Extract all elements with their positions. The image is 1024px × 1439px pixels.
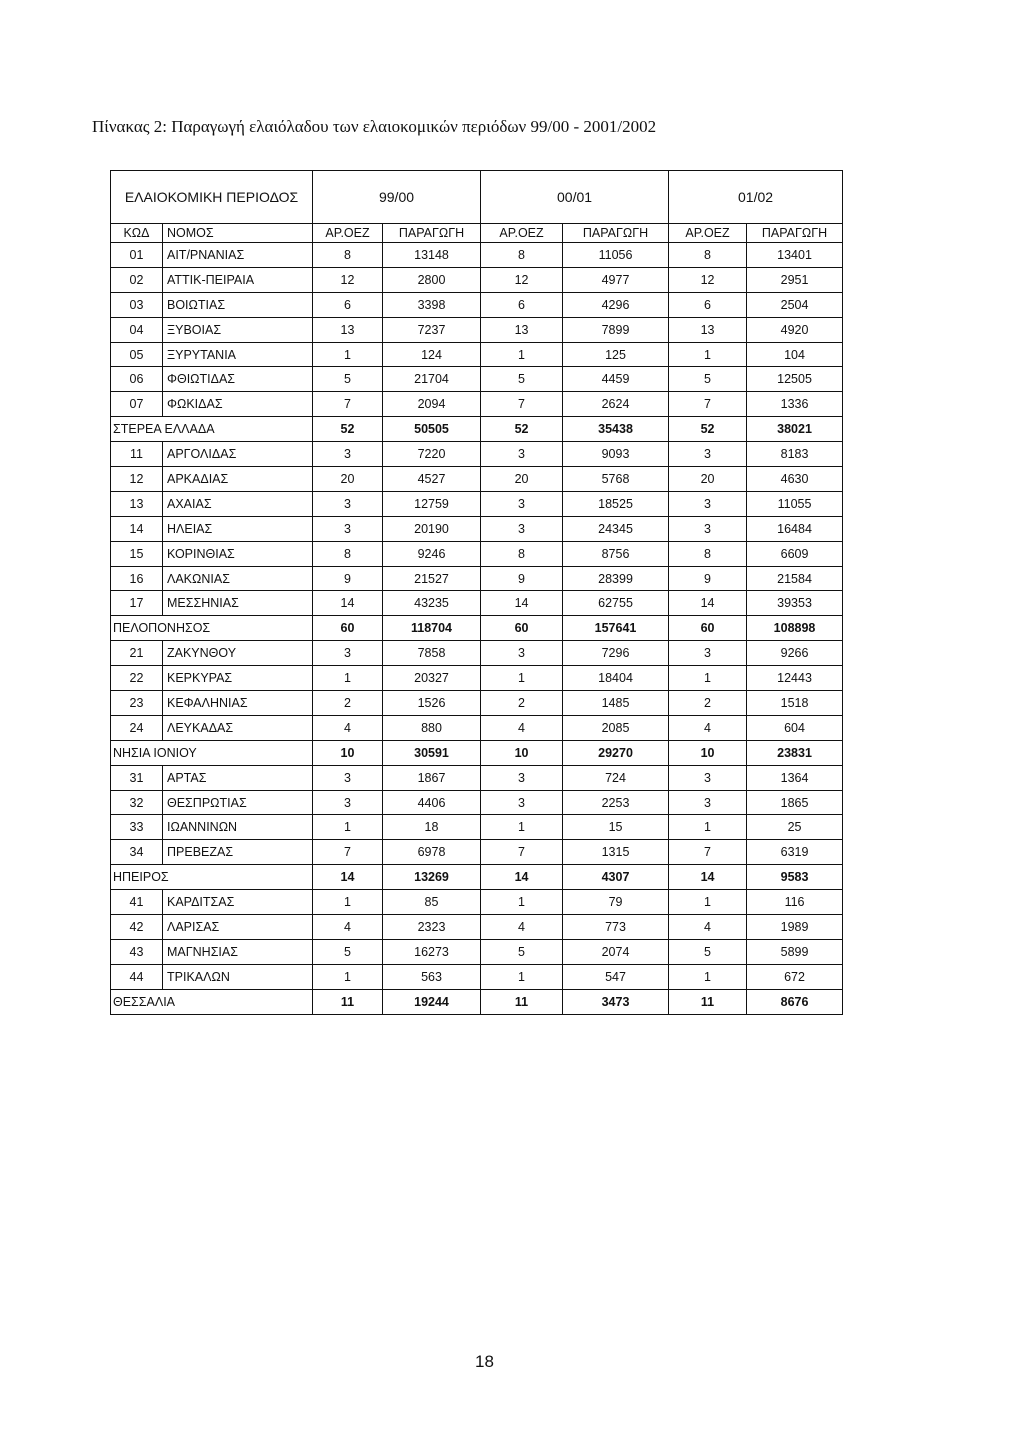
count-01-02: 5 xyxy=(669,367,747,392)
period-99-00: 99/00 xyxy=(313,171,481,224)
count-00-01: 13 xyxy=(481,317,563,342)
count-01-02: 3 xyxy=(669,790,747,815)
count-00-01: 1 xyxy=(481,666,563,691)
count-99-00: 10 xyxy=(313,740,383,765)
table-row xyxy=(111,392,843,417)
production-00-01: 18525 xyxy=(563,491,669,516)
production-00-01: 9093 xyxy=(563,442,669,467)
production-99-00: 3398 xyxy=(383,292,481,317)
production-99-00: 563 xyxy=(383,964,481,989)
region-name: ΝΗΣΙΑ ΙΟΝΙΟΥ xyxy=(111,740,313,765)
production-99-00: 85 xyxy=(383,890,481,915)
count-01-02: 7 xyxy=(669,392,747,417)
count-00-01: 5 xyxy=(481,939,563,964)
production-99-00: 43235 xyxy=(383,591,481,616)
production-01-02: 1989 xyxy=(747,915,843,940)
count-00-01: 14 xyxy=(481,591,563,616)
count-00-01: 1 xyxy=(481,964,563,989)
count-99-00: 3 xyxy=(313,491,383,516)
prefecture-name: ΛΑΡΙΣΑΣ xyxy=(163,915,313,940)
count-99-00: 20 xyxy=(313,467,383,492)
production-01-02: 5899 xyxy=(747,939,843,964)
prefecture-name: ΑΤΤΙΚ-ΠΕΙΡΑΙΑ xyxy=(163,267,313,292)
count-01-02: 1 xyxy=(669,342,747,367)
count-01-02: 14 xyxy=(669,865,747,890)
production-00-01: 4459 xyxy=(563,367,669,392)
count-01-02: 11 xyxy=(669,989,747,1014)
production-01-02: 39353 xyxy=(747,591,843,616)
count-01-02: 6 xyxy=(669,292,747,317)
table-row xyxy=(111,890,843,915)
count-99-00: 4 xyxy=(313,915,383,940)
production-99-00: 13148 xyxy=(383,243,481,268)
prefecture-code: 14 xyxy=(111,516,163,541)
count-99-00: 4 xyxy=(313,715,383,740)
production-00-01: 29270 xyxy=(563,740,669,765)
production-99-00: 4406 xyxy=(383,790,481,815)
count-99-00: 11 xyxy=(313,989,383,1014)
table-row xyxy=(111,566,843,591)
count-99-00: 52 xyxy=(313,417,383,442)
production-01-02: 2951 xyxy=(747,267,843,292)
production-01-02: 1364 xyxy=(747,765,843,790)
count-99-00: 2 xyxy=(313,691,383,716)
count-00-01: 12 xyxy=(481,267,563,292)
prefecture-code: 13 xyxy=(111,491,163,516)
production-99-00: 13269 xyxy=(383,865,481,890)
count-99-00: 12 xyxy=(313,267,383,292)
production-01-02: 104 xyxy=(747,342,843,367)
prefecture-code: 01 xyxy=(111,243,163,268)
prefecture-name: ΜΕΣΣΗΝΙΑΣ xyxy=(163,591,313,616)
production-00-01: 2253 xyxy=(563,790,669,815)
prefecture-code: 03 xyxy=(111,292,163,317)
count-00-01: 5 xyxy=(481,367,563,392)
period-label: ΕΛΑΙΟΚΟΜΙΚΗ ΠΕΡΙΟΔΟΣ xyxy=(111,171,313,224)
production-99-00: 118704 xyxy=(383,616,481,641)
production-01-02: 116 xyxy=(747,890,843,915)
region-total-row xyxy=(111,616,843,641)
production-99-00: 2094 xyxy=(383,392,481,417)
production-99-00: 21704 xyxy=(383,367,481,392)
col-header-production-3: ΠΑΡΑΓΩΓΗ xyxy=(747,224,843,243)
prefecture-code: 16 xyxy=(111,566,163,591)
table-row xyxy=(111,591,843,616)
region-name: ΘΕΣΣΑΛΙΑ xyxy=(111,989,313,1014)
count-00-01: 20 xyxy=(481,467,563,492)
prefecture-code: 31 xyxy=(111,765,163,790)
table-header-columns xyxy=(111,224,843,243)
prefecture-code: 24 xyxy=(111,715,163,740)
production-00-01: 35438 xyxy=(563,417,669,442)
prefecture-name: ΜΑΓΝΗΣΙΑΣ xyxy=(163,939,313,964)
count-00-01: 3 xyxy=(481,641,563,666)
count-00-01: 8 xyxy=(481,243,563,268)
col-header-count-1: ΑΡ.ΟΕΖ xyxy=(313,224,383,243)
count-99-00: 7 xyxy=(313,840,383,865)
table-row xyxy=(111,467,843,492)
count-00-01: 1 xyxy=(481,815,563,840)
production-99-00: 7858 xyxy=(383,641,481,666)
count-00-01: 9 xyxy=(481,566,563,591)
count-01-02: 4 xyxy=(669,715,747,740)
prefecture-name: ΛΕΥΚΑΔΑΣ xyxy=(163,715,313,740)
production-00-01: 157641 xyxy=(563,616,669,641)
prefecture-code: 07 xyxy=(111,392,163,417)
production-00-01: 4296 xyxy=(563,292,669,317)
prefecture-name: ΒΟΙΩΤΙΑΣ xyxy=(163,292,313,317)
prefecture-code: 12 xyxy=(111,467,163,492)
production-01-02: 9583 xyxy=(747,865,843,890)
prefecture-name: ΙΩΑΝΝΙΝΩΝ xyxy=(163,815,313,840)
count-99-00: 6 xyxy=(313,292,383,317)
table-row xyxy=(111,367,843,392)
count-00-01: 3 xyxy=(481,765,563,790)
production-99-00: 20327 xyxy=(383,666,481,691)
prefecture-code: 32 xyxy=(111,790,163,815)
olive-oil-production-table xyxy=(110,170,843,1015)
count-01-02: 14 xyxy=(669,591,747,616)
count-01-02: 1 xyxy=(669,890,747,915)
production-00-01: 2074 xyxy=(563,939,669,964)
production-00-01: 8756 xyxy=(563,541,669,566)
count-99-00: 3 xyxy=(313,516,383,541)
table-row xyxy=(111,317,843,342)
production-00-01: 773 xyxy=(563,915,669,940)
production-99-00: 7220 xyxy=(383,442,481,467)
count-01-02: 10 xyxy=(669,740,747,765)
production-99-00: 16273 xyxy=(383,939,481,964)
prefecture-code: 44 xyxy=(111,964,163,989)
production-99-00: 2800 xyxy=(383,267,481,292)
production-01-02: 11055 xyxy=(747,491,843,516)
production-01-02: 1518 xyxy=(747,691,843,716)
table-row xyxy=(111,765,843,790)
production-99-00: 1526 xyxy=(383,691,481,716)
prefecture-code: 21 xyxy=(111,641,163,666)
production-00-01: 3473 xyxy=(563,989,669,1014)
production-99-00: 880 xyxy=(383,715,481,740)
production-01-02: 13401 xyxy=(747,243,843,268)
table-row xyxy=(111,442,843,467)
production-01-02: 6319 xyxy=(747,840,843,865)
production-00-01: 4307 xyxy=(563,865,669,890)
count-99-00: 5 xyxy=(313,367,383,392)
count-99-00: 9 xyxy=(313,566,383,591)
count-01-02: 20 xyxy=(669,467,747,492)
region-total-row xyxy=(111,417,843,442)
production-00-01: 547 xyxy=(563,964,669,989)
production-01-02: 12443 xyxy=(747,666,843,691)
col-header-code: ΚΩΔ xyxy=(111,224,163,243)
col-header-production-2: ΠΑΡΑΓΩΓΗ xyxy=(563,224,669,243)
prefecture-name: ΑΧΑΙΑΣ xyxy=(163,491,313,516)
count-99-00: 1 xyxy=(313,815,383,840)
count-01-02: 1 xyxy=(669,666,747,691)
table-row xyxy=(111,939,843,964)
prefecture-name: ΦΘΙΩΤΙΔΑΣ xyxy=(163,367,313,392)
prefecture-name: ΛΑΚΩΝΙΑΣ xyxy=(163,566,313,591)
prefecture-name: ΘΕΣΠΡΩΤΙΑΣ xyxy=(163,790,313,815)
production-00-01: 2085 xyxy=(563,715,669,740)
count-00-01: 3 xyxy=(481,516,563,541)
count-01-02: 8 xyxy=(669,243,747,268)
region-name: ΗΠΕΙΡΟΣ xyxy=(111,865,313,890)
prefecture-code: 23 xyxy=(111,691,163,716)
count-99-00: 60 xyxy=(313,616,383,641)
table-row xyxy=(111,840,843,865)
count-00-01: 1 xyxy=(481,890,563,915)
count-00-01: 1 xyxy=(481,342,563,367)
table-row xyxy=(111,815,843,840)
table-row xyxy=(111,666,843,691)
production-01-02: 2504 xyxy=(747,292,843,317)
count-00-01: 7 xyxy=(481,392,563,417)
production-99-00: 124 xyxy=(383,342,481,367)
count-01-02: 5 xyxy=(669,939,747,964)
prefecture-code: 15 xyxy=(111,541,163,566)
count-01-02: 60 xyxy=(669,616,747,641)
table-row xyxy=(111,342,843,367)
count-00-01: 60 xyxy=(481,616,563,641)
count-01-02: 2 xyxy=(669,691,747,716)
production-99-00: 21527 xyxy=(383,566,481,591)
table-row xyxy=(111,243,843,268)
prefecture-name: ΖΑΚΥΝΘΟΥ xyxy=(163,641,313,666)
production-01-02: 25 xyxy=(747,815,843,840)
production-01-02: 6609 xyxy=(747,541,843,566)
region-name: ΣΤΕΡΕΑ ΕΛΛΑΔΑ xyxy=(111,417,313,442)
period-00-01: 00/01 xyxy=(481,171,669,224)
prefecture-name: ΠΡΕΒΕΖΑΣ xyxy=(163,840,313,865)
table-row xyxy=(111,691,843,716)
prefecture-code: 05 xyxy=(111,342,163,367)
col-header-count-2: ΑΡ.ΟΕΖ xyxy=(481,224,563,243)
production-00-01: 24345 xyxy=(563,516,669,541)
production-01-02: 4630 xyxy=(747,467,843,492)
prefecture-name: ΚΕΡΚΥΡΑΣ xyxy=(163,666,313,691)
count-99-00: 14 xyxy=(313,591,383,616)
production-01-02: 21584 xyxy=(747,566,843,591)
production-01-02: 672 xyxy=(747,964,843,989)
count-00-01: 2 xyxy=(481,691,563,716)
count-99-00: 1 xyxy=(313,964,383,989)
production-99-00: 19244 xyxy=(383,989,481,1014)
prefecture-name: ΗΛΕΙΑΣ xyxy=(163,516,313,541)
count-01-02: 7 xyxy=(669,840,747,865)
production-99-00: 7237 xyxy=(383,317,481,342)
count-01-02: 12 xyxy=(669,267,747,292)
count-01-02: 3 xyxy=(669,641,747,666)
production-99-00: 4527 xyxy=(383,467,481,492)
table-row xyxy=(111,491,843,516)
count-01-02: 3 xyxy=(669,491,747,516)
count-99-00: 8 xyxy=(313,243,383,268)
count-99-00: 3 xyxy=(313,765,383,790)
prefecture-name: ΑΡΚΑΔΙΑΣ xyxy=(163,467,313,492)
production-01-02: 108898 xyxy=(747,616,843,641)
prefecture-code: 06 xyxy=(111,367,163,392)
prefecture-code: 34 xyxy=(111,840,163,865)
prefecture-name: ΑΙΤ/ΡΝΑΝΙΑΣ xyxy=(163,243,313,268)
production-00-01: 5768 xyxy=(563,467,669,492)
count-99-00: 5 xyxy=(313,939,383,964)
prefecture-name: ΚΕΦΑΛΗΝΙΑΣ xyxy=(163,691,313,716)
prefecture-name: ΦΩΚΙΔΑΣ xyxy=(163,392,313,417)
production-00-01: 79 xyxy=(563,890,669,915)
count-01-02: 4 xyxy=(669,915,747,940)
count-99-00: 8 xyxy=(313,541,383,566)
production-99-00: 30591 xyxy=(383,740,481,765)
prefecture-code: 43 xyxy=(111,939,163,964)
count-99-00: 1 xyxy=(313,890,383,915)
production-00-01: 4977 xyxy=(563,267,669,292)
count-01-02: 3 xyxy=(669,765,747,790)
count-00-01: 6 xyxy=(481,292,563,317)
count-00-01: 52 xyxy=(481,417,563,442)
prefecture-code: 33 xyxy=(111,815,163,840)
production-00-01: 724 xyxy=(563,765,669,790)
table-header-periods xyxy=(111,171,843,224)
count-99-00: 1 xyxy=(313,666,383,691)
table-row xyxy=(111,292,843,317)
production-99-00: 18 xyxy=(383,815,481,840)
count-00-01: 3 xyxy=(481,442,563,467)
table-row xyxy=(111,516,843,541)
col-header-name: ΝΟΜΟΣ xyxy=(163,224,313,243)
col-header-count-3: ΑΡ.ΟΕΖ xyxy=(669,224,747,243)
production-99-00: 20190 xyxy=(383,516,481,541)
production-00-01: 1485 xyxy=(563,691,669,716)
prefecture-name: ΚΟΡΙΝΘΙΑΣ xyxy=(163,541,313,566)
count-01-02: 8 xyxy=(669,541,747,566)
production-01-02: 38021 xyxy=(747,417,843,442)
production-00-01: 11056 xyxy=(563,243,669,268)
prefecture-code: 17 xyxy=(111,591,163,616)
production-00-01: 7296 xyxy=(563,641,669,666)
production-99-00: 9246 xyxy=(383,541,481,566)
region-total-row xyxy=(111,865,843,890)
table-row xyxy=(111,267,843,292)
count-00-01: 3 xyxy=(481,790,563,815)
prefecture-code: 41 xyxy=(111,890,163,915)
count-00-01: 11 xyxy=(481,989,563,1014)
table-row xyxy=(111,790,843,815)
count-99-00: 3 xyxy=(313,641,383,666)
production-01-02: 9266 xyxy=(747,641,843,666)
table-row xyxy=(111,915,843,940)
production-00-01: 2624 xyxy=(563,392,669,417)
count-99-00: 1 xyxy=(313,342,383,367)
production-01-02: 8183 xyxy=(747,442,843,467)
count-00-01: 4 xyxy=(481,715,563,740)
prefecture-code: 02 xyxy=(111,267,163,292)
count-01-02: 1 xyxy=(669,815,747,840)
prefecture-code: 04 xyxy=(111,317,163,342)
count-01-02: 1 xyxy=(669,964,747,989)
production-00-01: 18404 xyxy=(563,666,669,691)
count-00-01: 10 xyxy=(481,740,563,765)
production-01-02: 1865 xyxy=(747,790,843,815)
table-row xyxy=(111,715,843,740)
table-row xyxy=(111,641,843,666)
count-00-01: 3 xyxy=(481,491,563,516)
production-00-01: 28399 xyxy=(563,566,669,591)
production-99-00: 50505 xyxy=(383,417,481,442)
page-number: 18 xyxy=(475,1352,494,1371)
prefecture-name: ΤΡΙΚΑΛΩΝ xyxy=(163,964,313,989)
region-total-row xyxy=(111,740,843,765)
production-99-00: 6978 xyxy=(383,840,481,865)
production-01-02: 1336 xyxy=(747,392,843,417)
count-99-00: 14 xyxy=(313,865,383,890)
region-name: ΠΕΛΟΠΟΝΗΣΟΣ xyxy=(111,616,313,641)
production-01-02: 4920 xyxy=(747,317,843,342)
production-99-00: 12759 xyxy=(383,491,481,516)
count-99-00: 3 xyxy=(313,790,383,815)
prefecture-code: 42 xyxy=(111,915,163,940)
production-01-02: 12505 xyxy=(747,367,843,392)
prefecture-name: ΞΥΒΟΙΑΣ xyxy=(163,317,313,342)
production-01-02: 23831 xyxy=(747,740,843,765)
table-caption: Πίνακας 2: Παραγωγή ελαιόλαδου των ελαιοκομικών περιόδων 99/00 - 2001/2002 xyxy=(92,117,657,136)
production-99-00: 2323 xyxy=(383,915,481,940)
production-01-02: 16484 xyxy=(747,516,843,541)
count-01-02: 3 xyxy=(669,516,747,541)
table-row xyxy=(111,541,843,566)
production-00-01: 62755 xyxy=(563,591,669,616)
prefecture-name: ΑΡΓΟΛΙΔΑΣ xyxy=(163,442,313,467)
count-99-00: 13 xyxy=(313,317,383,342)
count-01-02: 52 xyxy=(669,417,747,442)
production-01-02: 604 xyxy=(747,715,843,740)
col-header-production-1: ΠΑΡΑΓΩΓΗ xyxy=(383,224,481,243)
prefecture-code: 11 xyxy=(111,442,163,467)
count-01-02: 9 xyxy=(669,566,747,591)
period-01-02: 01/02 xyxy=(669,171,843,224)
production-00-01: 7899 xyxy=(563,317,669,342)
production-00-01: 125 xyxy=(563,342,669,367)
prefecture-code: 22 xyxy=(111,666,163,691)
count-99-00: 3 xyxy=(313,442,383,467)
production-00-01: 1315 xyxy=(563,840,669,865)
prefecture-name: ΚΑΡΔΙΤΣΑΣ xyxy=(163,890,313,915)
table-row xyxy=(111,964,843,989)
count-01-02: 13 xyxy=(669,317,747,342)
production-01-02: 8676 xyxy=(747,989,843,1014)
count-99-00: 7 xyxy=(313,392,383,417)
production-99-00: 1867 xyxy=(383,765,481,790)
count-01-02: 3 xyxy=(669,442,747,467)
count-00-01: 7 xyxy=(481,840,563,865)
prefecture-name: ΞΥΡΥΤΑΝΙΑ xyxy=(163,342,313,367)
count-00-01: 14 xyxy=(481,865,563,890)
count-00-01: 4 xyxy=(481,915,563,940)
region-total-row xyxy=(111,989,843,1014)
count-00-01: 8 xyxy=(481,541,563,566)
prefecture-name: ΑΡΤΑΣ xyxy=(163,765,313,790)
production-00-01: 15 xyxy=(563,815,669,840)
